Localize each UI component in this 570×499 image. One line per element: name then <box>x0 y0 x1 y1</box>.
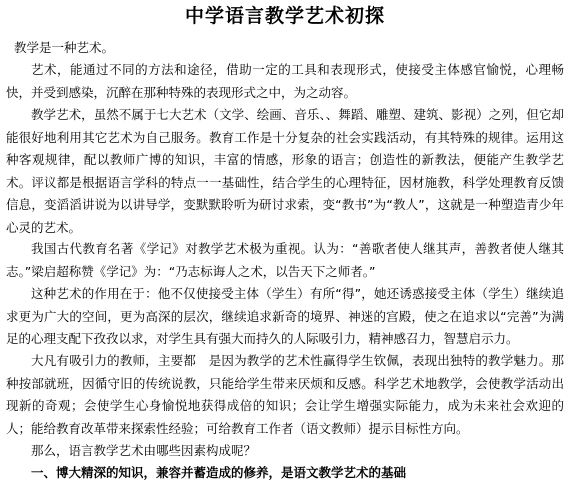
paragraph-intro: 教学是一种艺术。 <box>14 40 115 55</box>
paragraph-attractive-teacher: 大凡有吸引力的教师，主要都 是因为教学的艺术性赢得学生钦佩，表现出独特的教学魅力。那种按部就班，因循守旧的传统说教，只能给学生带来厌烦和反感。科学艺术地教学，会使教学活动出现新的奇观；会使学生心身愉悦地获得成倍的知识；会让学生增强实际能力，成为未来社会欢迎的人；能给教育改革带来探索性经验；可给教育工作者（语文教师）提示目标性方向。 <box>6 353 564 436</box>
section-heading: 一、博大精深的知识，兼容并蓄造成的修养，是语文教学艺术的基础 <box>31 465 407 480</box>
paragraph-question: 那么，语言教学艺术由哪些因素构成呢？ <box>31 443 257 458</box>
document-title: 中学语言教学艺术初探 <box>184 5 385 27</box>
paragraph-teaching-art: 教学艺术，虽然不属于七大艺术（文学、绘画、音乐、、舞蹈、雕塑、建筑、影视）之列，但它却能很好地利用其它艺术为自己服务。教育工作是十分复杂的社会实践活动，有其特殊的规律。运用这种客观规律，配以教师广博的知识，丰富的情感，形象的语言；创造性的新教法，便能产生教学艺术。评议都是根据语言学科的特点一一基础性，结合学生的心理特征，因材施教，科学处理教育反馈信息，变滔滔讲说为以讲导学，变默默聆听为研讨求索，变“教书”为“教人”，这就是一种塑造青少年心灵的艺术。 <box>6 107 564 235</box>
paragraph-xueji: 我国古代教育名著《学记》对教学艺术极为重视。认为：“善歌者使人继其声，善教者使人继其志。”梁启超称赞《学记》为：“乃志标诲人之术，以告天下之师者。” <box>6 241 564 279</box>
paragraph-art-function: 这种艺术的作用在于：他不仅使接受主体（学生）有所“得”，她还诱惑接受主体（学生）继续追求更为广大的空间，更为高深的层次，继续追求新奇的境界、神迷的宫殿，使之在追求以“完善”为满足的心理支配下孜孜以求，对学生具有强大而持久的人际吸引力，精神感召力，智慧启示力。 <box>6 286 564 346</box>
paragraph-art-definition: 艺术，能通过不同的方法和途径，借助一定的工具和表现形式，使接受主体感官愉悦，心理畅快，并受到感染，沉醉在那种特殊的表现形式之中，为之动容。 <box>6 62 564 100</box>
